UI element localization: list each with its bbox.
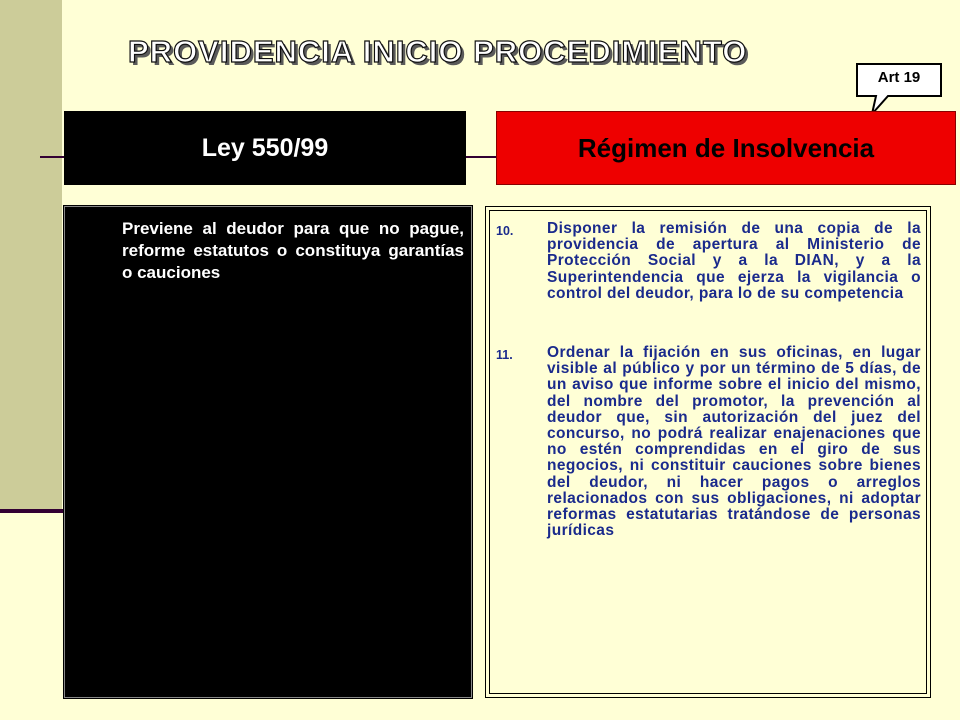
left-content-panel xyxy=(64,206,472,698)
connector-line-left xyxy=(40,156,66,158)
list-item-number: 10. xyxy=(496,224,514,238)
callout-label: Art 19 xyxy=(877,69,921,86)
list-item xyxy=(496,221,921,302)
art-callout xyxy=(856,63,942,97)
right-content-panel xyxy=(485,206,931,698)
header-regimen-insolvencia: Régimen de Insolvencia xyxy=(496,111,956,185)
header-ley-550: Ley 550/99 xyxy=(64,111,466,185)
list-item-text: Ordenar la fijación en sus oficinas, en lugar visible al público y por un término de 5 días, de un aviso que informe sobre el inicio del mismo, del nombre del promotor, la prevención al deudor que, sin autorización del juez del concurso, no podrá realizar enajenaciones que no estén comprendidas en el giro de sus negocios, ni constituir cauciones sobre bienes del deudor, ni hacer pagos o arreglos relacionados con sus obligaciones, ni adoptar reformas estatutarias tratándose de personas jurídicas xyxy=(547,344,921,540)
slide-title: PROVIDENCIA INICIO PROCEDIMIENTO xyxy=(128,34,748,69)
left-bar-underline xyxy=(0,509,64,513)
list-item-number: 11. xyxy=(496,348,513,362)
left-panel-text: Previene al deudor para que no pague, reforme estatutos o constituya garantías o cauciones xyxy=(122,219,464,282)
left-decorative-bar xyxy=(0,0,62,512)
list-item xyxy=(496,345,921,539)
list-item-text: Disponer la remisión de una copia de la providencia de apertura al Ministerio de Protección Social y a la DIAN, y a la Superintendencia que ejerza la vigilancia o control del deudor, para lo de su competencia xyxy=(547,220,921,302)
connector-line-middle xyxy=(466,156,498,158)
